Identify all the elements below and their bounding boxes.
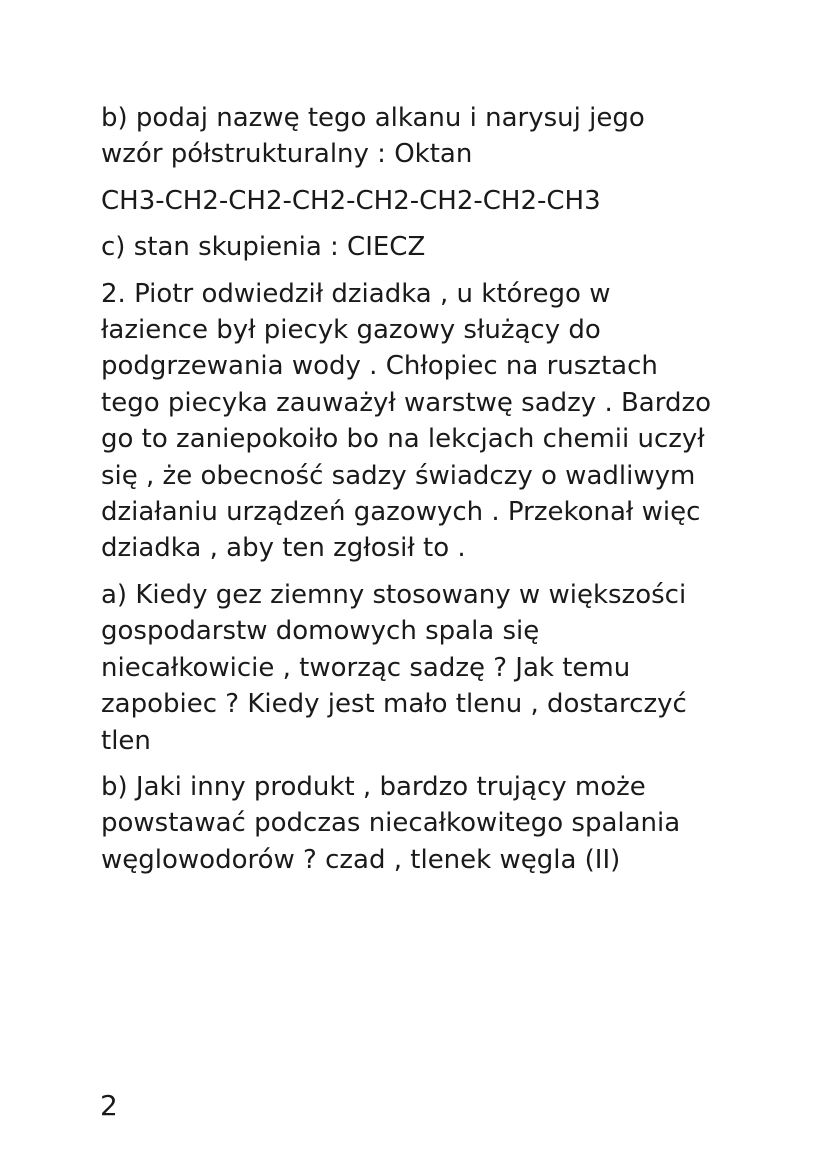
paragraph-formula: CH3-CH2-CH2-CH2-CH2-CH2-CH2-CH3 (101, 185, 601, 216)
document-body (101, 100, 741, 888)
paragraph-question-b: b) Jaki inny produkt , bardzo trujący może powstawać podczas niecałkowitego spalania węglowodorów ? czad , tlenek węgla (II) (101, 771, 681, 875)
paragraph-alkane-name: b) podaj nazwę tego alkanu i narysuj jego wzór półstrukturalny : Oktan (101, 103, 645, 170)
paragraph-state-of-matter: c) stan skupienia : CIECZ (101, 232, 426, 263)
paragraph-task-2: 2. Piotr odwiedził dziadka , u którego w łazience był piecyk gazowy służący do podgrzewania wody . Chłopiec na rusztach tego piecyka zauważył warstwę sadzy . Bardzo go to zaniepokoiło bo na lekcjach chemii uczył się , że obecność sadzy świadczy o wadliwym działaniu urządzeń gazowych . Przekonał więc dziadka , aby ten zgłosił to . (101, 278, 712, 564)
paragraph-question-a: a) Kiedy gez ziemny stosowany w większości gospodarstw domowych spala się niecałkowicie , tworząc sadzę ? Jak temu zapobiec ? Kiedy jest mało tlenu , dostarczyć tlen (101, 579, 687, 756)
page-number: 2 (100, 1089, 118, 1122)
